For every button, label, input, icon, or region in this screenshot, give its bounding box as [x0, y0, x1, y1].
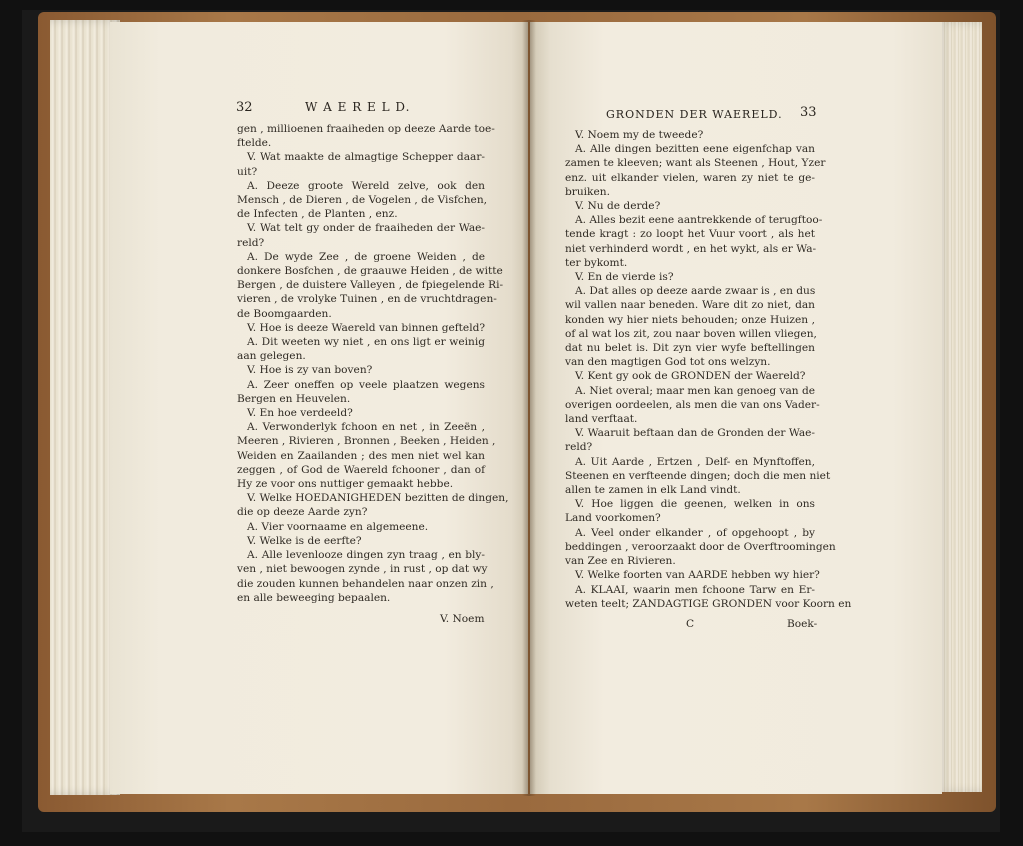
text-line: Land voorkomen? — [565, 512, 661, 525]
text-line: A. Uit Aarde , Ertzen , Delf- en Mynftoffen, — [575, 455, 815, 468]
text-line: zamen te kleeven; want als Steenen , Hout, Yzer — [565, 157, 826, 170]
right-page-number: 33 — [800, 105, 817, 120]
text-line: van Zee en Rivieren. — [565, 555, 676, 568]
text-line: reld? — [565, 441, 593, 454]
right-signature-mark: C — [686, 618, 695, 630]
left-catchword: V. Noem — [440, 613, 485, 625]
text-line: V. Hoe liggen die geenen, welken in ons — [575, 498, 815, 511]
text-line: wil vallen naar beneden. Ware dit zo niet, dan — [565, 299, 815, 312]
text-line: A. Vier voornaame en algemeene. — [247, 520, 429, 533]
text-line: Hy ze voor ons nuttiger gemaakt hebbe. — [237, 478, 454, 491]
text-line: V. Waaruit beftaan dan de Gronden der Wae- — [575, 427, 815, 440]
text-line: gen , millioenen fraaiheden op deeze Aarde toe- — [237, 123, 495, 135]
text-line: A. Veel onder elkander , of opgehoopt , by — [575, 526, 815, 539]
text-line: Meeren , Rivieren , Bronnen , Beeken , Heiden , — [237, 435, 496, 448]
text-line: ven , niet bewoogen zynde , in rust , op dat wy — [237, 563, 488, 576]
text-line: A. Deeze groote Wereld zelve, ook den — [247, 179, 485, 192]
text-line: overigen oordeelen, als men die van ons Vader- — [565, 398, 820, 411]
text-line: A. Alle dingen bezitten eene eigenfchap van — [575, 143, 815, 156]
text-line: de Boomgaarden. — [237, 307, 332, 320]
text-line: A. Dit weeten wy niet , en ons ligt er weinig — [247, 336, 485, 349]
text-line: A. De wyde Zee , de groene Weiden , de — [247, 250, 485, 263]
text-line: V. En hoe verdeeld? — [247, 407, 353, 420]
left-page-body — [237, 122, 509, 605]
text-line: A. Verwonderlyk fchoon en net , in Zeeën , — [247, 421, 485, 434]
text-line: vieren , de vrolyke Tuinen , en de vruchtdragen- — [237, 293, 497, 306]
text-line: V. Wat telt gy onder de fraaiheden der Wae- — [247, 222, 485, 235]
text-line: Steenen en verfteende dingen; doch die men niet — [565, 469, 831, 482]
text-line: land verftaat. — [565, 413, 638, 426]
right-catchword: Boek- — [787, 618, 818, 630]
text-line: V. Welke is de eerfte? — [247, 534, 362, 547]
book-gutter — [522, 20, 536, 796]
text-line: weten teelt; ZANDAGTIGE GRONDEN voor Koorn en — [565, 597, 852, 610]
right-page-edges — [938, 22, 982, 792]
text-line: ftelde. — [237, 137, 272, 150]
text-line: Weiden en Zaailanden ; des men niet wel kan — [237, 449, 485, 462]
text-line: tende kragt : zo loopt het Vuur voort , als het — [565, 228, 815, 241]
text-line: V. Welke HOEDANIGHEDEN bezitten de dingen, — [247, 492, 509, 505]
left-page-number: 32 — [236, 100, 253, 115]
right-page-body — [565, 128, 852, 611]
text-line: V. Kent gy ook de GRONDEN der Waereld? — [575, 370, 806, 383]
right-running-head: GRONDEN DER WAERELD. — [606, 108, 783, 121]
text-line: enz. uit elkander vielen, waren zy niet te ge- — [565, 171, 815, 184]
left-running-head: W A E R E L D. — [305, 100, 411, 114]
text-line: A. Alles bezit eene aantrekkende of terugftoo- — [575, 214, 823, 227]
text-line: van den magtigen God tot ons welzyn. — [565, 356, 771, 369]
text-line: V. En de vierde is? — [575, 271, 674, 284]
text-line: uit? — [237, 165, 258, 178]
text-line: niet verhinderd wordt , en het wykt, als er Wa- — [565, 242, 817, 255]
text-line: allen te zamen in elk Land vindt. — [565, 484, 741, 497]
text-line: A. Dat alles op deeze aarde zwaar is , en dus — [575, 285, 816, 298]
text-line: V. Wat maakte de almagtige Schepper daar- — [247, 151, 485, 164]
text-line: die zouden kunnen behandelen naar onzen zin , — [237, 577, 494, 590]
text-line: A. Zeer oneffen op veele plaatzen wegens — [247, 378, 485, 391]
text-line: de Infecten , de Planten , enz. — [237, 208, 398, 221]
text-line: A. Niet overal; maar men kan genoeg van de — [575, 384, 816, 397]
text-line: V. Hoe is deeze Waereld van binnen gefteld? — [247, 321, 486, 334]
text-line: en alle beweeging bepaalen. — [237, 591, 391, 604]
text-line: zeggen , of God de Waereld fchooner , dan of — [237, 463, 485, 476]
text-line: dat nu belet is. Dit zyn vier wyfe beftellingen — [565, 342, 815, 355]
text-line: of al wat los zit, zou naar boven willen vliegen, — [565, 327, 817, 340]
text-line: konden wy hier niets behouden; onze Huizen , — [565, 313, 815, 326]
text-line: V. Noem my de tweede? — [575, 129, 704, 141]
text-line: Mensch , de Dieren , de Vogelen , de Visfchen, — [237, 194, 488, 207]
text-line: A. Alle levenlooze dingen zyn traag , en bly- — [247, 549, 485, 562]
text-line: Bergen en Heuvelen. — [237, 392, 351, 405]
text-line: reld? — [237, 236, 265, 249]
text-line: die op deeze Aarde zyn? — [237, 506, 368, 519]
text-line: aan gelegen. — [237, 350, 306, 363]
text-line: bruiken. — [565, 185, 610, 198]
text-line: A. KLAAI, waarin men fchoone Tarw en Er- — [575, 583, 815, 596]
text-line: Bergen , de duistere Valleyen , de fpiegelende Ri- — [237, 279, 504, 292]
text-line: V. Nu de derde? — [575, 200, 661, 213]
text-line: beddingen , veroorzaakt door de Overftroomingen — [565, 540, 836, 553]
text-line: ter bykomt. — [565, 256, 628, 269]
text-line: V. Hoe is zy van boven? — [247, 364, 373, 377]
text-line: donkere Bosfchen , de graauwe Heiden , de witte — [237, 265, 503, 278]
text-line: V. Welke foorten van AARDE hebben wy hier? — [575, 569, 820, 582]
